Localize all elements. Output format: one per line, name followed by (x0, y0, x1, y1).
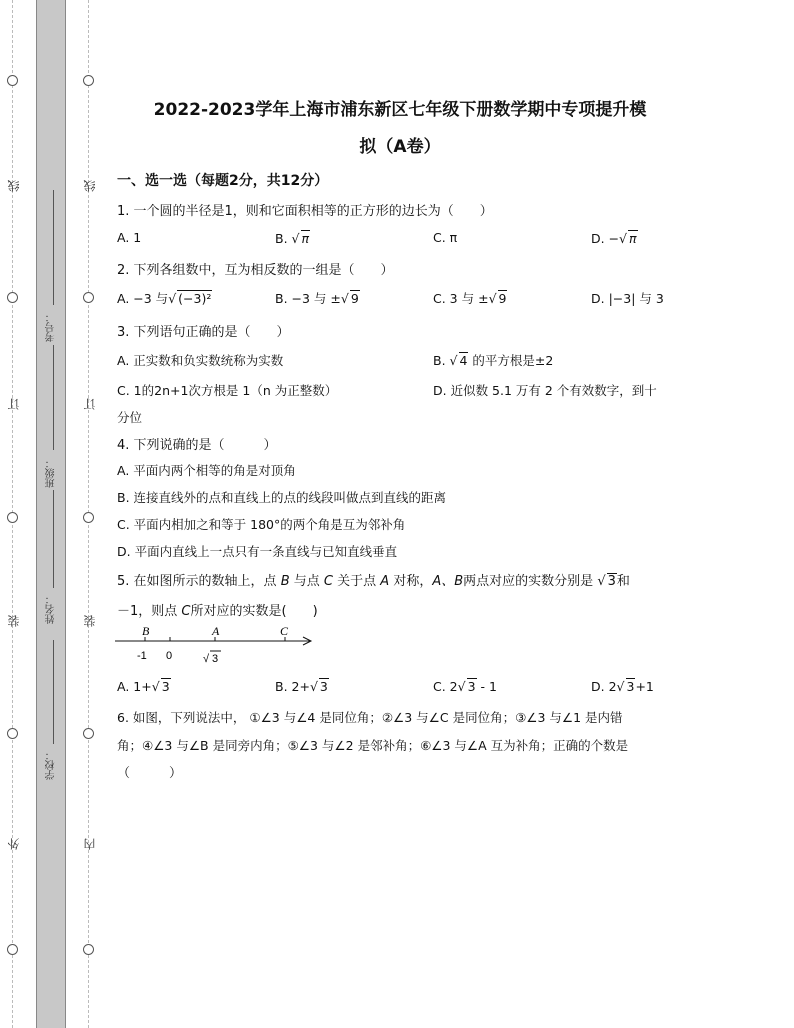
document-title: 2022-2023学年上海市浦东新区七年级下册数学期中专项提升模 (153, 100, 647, 120)
question-2: 2. 下列各组数中，互为相反数的一组是（ ） (117, 263, 394, 278)
q5-option-d: D. 2√ 3+1 (591, 679, 654, 694)
school-label: 学校： (46, 750, 57, 780)
margin-char-xian: 线 (7, 180, 21, 192)
q4-option-a: A. 平面内两个相等的角是对顶角 (117, 463, 296, 478)
margin-char-zhuang: 装 (83, 615, 97, 627)
q2-option-d: D. |−3| 与 3 (591, 291, 664, 306)
q4-option-c: C. 平面内相加之和等于 180°的两个角是互为邻补角 (117, 517, 406, 532)
question-6-cont: 角；④∠3 与∠B 是同旁内角；⑤∠3 与∠2 是邻补角；⑥∠3 与∠A 互为补角；正确的个数是 (117, 738, 629, 753)
question-3: 3. 下列语句正确的是（ ） (117, 325, 290, 340)
point-b-label: B (142, 624, 150, 638)
name-label: 姓名： (46, 594, 57, 624)
q4-option-b: B. 连接直线外的点和直线上的点的线段叫做点到直线的距离 (117, 490, 447, 505)
binding-hole (83, 728, 94, 739)
question-6: 6. 如图，下列说法中， ①∠3 与∠4 是同位角；②∠3 与∠C 是同位角；③∠3 与∠1 是内错 (117, 710, 623, 725)
tick-label-zero: 0 (166, 650, 173, 662)
question-1: 1. 一个圆的半径是1，则和它面积相等的正方形的边长为（ ） (117, 204, 493, 219)
question-4: 4. 下列说确的是（ ） (117, 438, 277, 453)
binding-hole (7, 944, 18, 955)
binding-hole (7, 75, 18, 86)
binding-hole (7, 512, 18, 523)
q1-option-d: D. −√ π (591, 231, 637, 246)
tick-label-sqrt3: 3 (212, 653, 219, 665)
question-5-cont: －1，则点 C所对应的实数是( ) (117, 604, 318, 619)
margin-char-ding: 订 (83, 398, 97, 410)
binding-strip (36, 0, 66, 1028)
q5-option-b: B. 2+√ 3 (275, 679, 328, 694)
q3-option-b: B. √ 4 的平方根是±2 (433, 353, 554, 368)
margin-char-zhuang: 装 (7, 615, 21, 627)
point-a-label: A (212, 624, 220, 638)
margin-char-xian: 线 (83, 180, 97, 192)
q1-option-b: B. √ π (275, 231, 310, 246)
q3-option-c: C. 1的2n+1次方根是 1（n 为正整数） (117, 383, 338, 398)
number-line-figure (115, 622, 320, 668)
name-blank (53, 490, 54, 588)
margin-char-nei: 内 (83, 838, 97, 850)
sqrt-sign: √ (203, 653, 210, 665)
section-heading: 一、选一选（每题2分，共12分） (117, 173, 329, 189)
tick-label-neg1: -1 (137, 650, 147, 662)
exam-number-blank (53, 190, 54, 305)
binding-hole (7, 292, 18, 303)
point-c-label: C (280, 624, 289, 638)
binding-hole (83, 944, 94, 955)
class-label: 班级： (46, 458, 57, 488)
question-6-blank: （ ） (117, 766, 183, 781)
school-blank (53, 640, 54, 744)
margin-char-ding: 订 (7, 398, 21, 410)
margin-char-wai: 外 (7, 838, 21, 850)
q3-option-a: A. 正实数和负实数统称为实数 (117, 353, 284, 368)
q2-option-c: C. 3 与 ±√ 9 (433, 291, 507, 306)
q1-option-c: C. π (433, 230, 458, 245)
binding-hole (7, 728, 18, 739)
q3-option-d: D. 近似数 5.1 万有 2 个有效数字，到十 (433, 383, 657, 398)
exam-number-label: 考号： (46, 312, 57, 342)
q5-option-a: A. 1+√ 3 (117, 679, 170, 694)
q2-option-b: B. −3 与 ±√ 9 (275, 291, 359, 306)
binding-hole (83, 512, 94, 523)
q2-option-a: A. −3 与√ (−3)² (117, 291, 212, 306)
q3-option-d-cont: 分位 (117, 410, 143, 425)
binding-hole (83, 292, 94, 303)
document-title-cont: 拟（A卷） (359, 137, 441, 157)
question-5: 5. 在如图所示的数轴上，点 B 与点 C 关于点 A 对称，A、B两点对应的实数分别是 √ 3和 (117, 574, 630, 589)
binding-hole (83, 75, 94, 86)
q5-option-c: C. 2√ 3 - 1 (433, 679, 497, 694)
q4-option-d: D. 平面内直线上一点只有一条直线与已知直线垂直 (117, 544, 398, 559)
q1-option-a: A. 1 (117, 230, 142, 245)
class-blank (53, 345, 54, 450)
